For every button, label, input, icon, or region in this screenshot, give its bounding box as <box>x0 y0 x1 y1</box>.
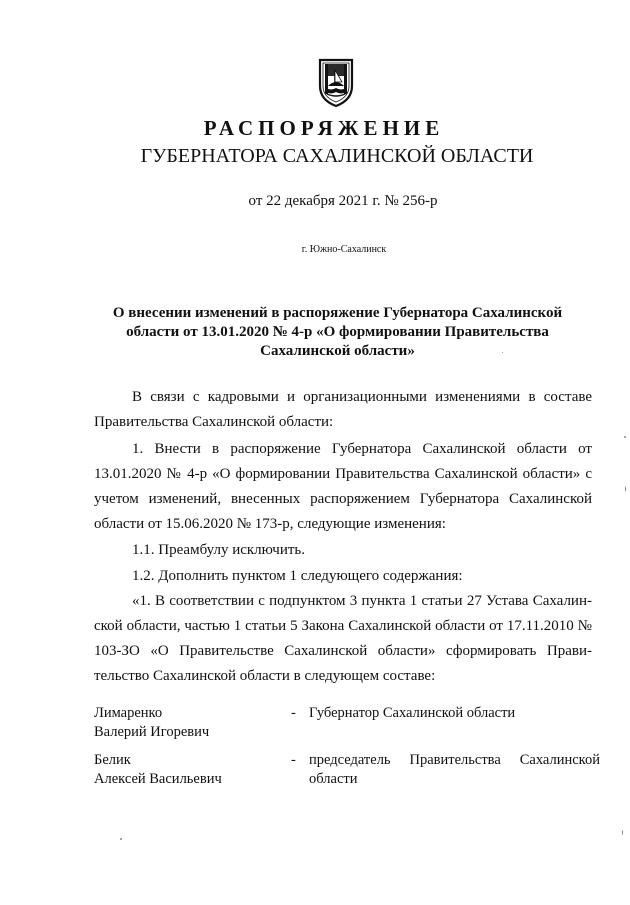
member-role: председатель Правительства Сахалинской области <box>309 752 600 787</box>
document-type: РАСПОРЯЖЕНИЕ <box>203 116 445 140</box>
paragraph-item-1-2: 1.2. Дополнить пунктом 1 следующего содержания: <box>132 568 463 584</box>
document-author: ГУБЕРНАТОРА САХАЛИНСКОЙ ОБЛАСТИ <box>140 145 534 167</box>
paragraph-quote: «1. В соответствии с подпунктом 3 пункта 1 статьи 27 Устава Сахалинской области, частью 1 статьи 5 Закона Сахалинской области от 17.11.2010 № 103-ЗО «О Правительстве Сахалинской области» сформировать Правительство Сахалинской области в следующем составе: <box>94 593 592 684</box>
member-dash: - <box>291 752 296 768</box>
member-name <box>94 704 284 742</box>
scan-speck <box>625 486 626 492</box>
member-name <box>94 751 284 789</box>
paragraph-item-1: 1. Внести в распоряжение Губернатора Сахалинской области от 13.01.2020 № 4-р «О формировании Правительства Сахалинской области» с учетом изменений, внесенных распоряжением Губернатора Сахалинской области от 15.06.2020 № 173-р, следующие изменения: <box>94 441 592 532</box>
scan-speck <box>622 830 623 835</box>
scan-speck <box>120 838 122 840</box>
member-dash: - <box>291 705 296 721</box>
coat-of-arms-icon <box>314 56 358 108</box>
document-place: г. Южно-Сахалинск <box>301 244 387 255</box>
scan-speck <box>624 436 626 438</box>
member-role: Губернатор Сахалинской области <box>309 705 516 721</box>
scan-speck <box>502 352 503 353</box>
document-date-number: от 22 декабря 2021 г. № 256-р <box>248 193 438 209</box>
paragraph-item-1-1: 1.1. Преамбулу исключить. <box>132 542 306 558</box>
member-given-name: Алексей Васильевич <box>94 771 222 787</box>
member-surname: Лимаренко <box>94 705 163 721</box>
paragraph-intro: В связи с кадровыми и организационными изменениями в составе Правительства Сахалинской области: <box>94 389 592 430</box>
member-given-name: Валерий Игоревич <box>94 724 210 740</box>
document-title: О внесении изменений в распоряжение Губернатора Сахалинской области от 13.01.2020 № 4-р «О формировании Правительства Сахалинской области» <box>112 305 563 359</box>
member-surname: Белик <box>94 752 131 768</box>
